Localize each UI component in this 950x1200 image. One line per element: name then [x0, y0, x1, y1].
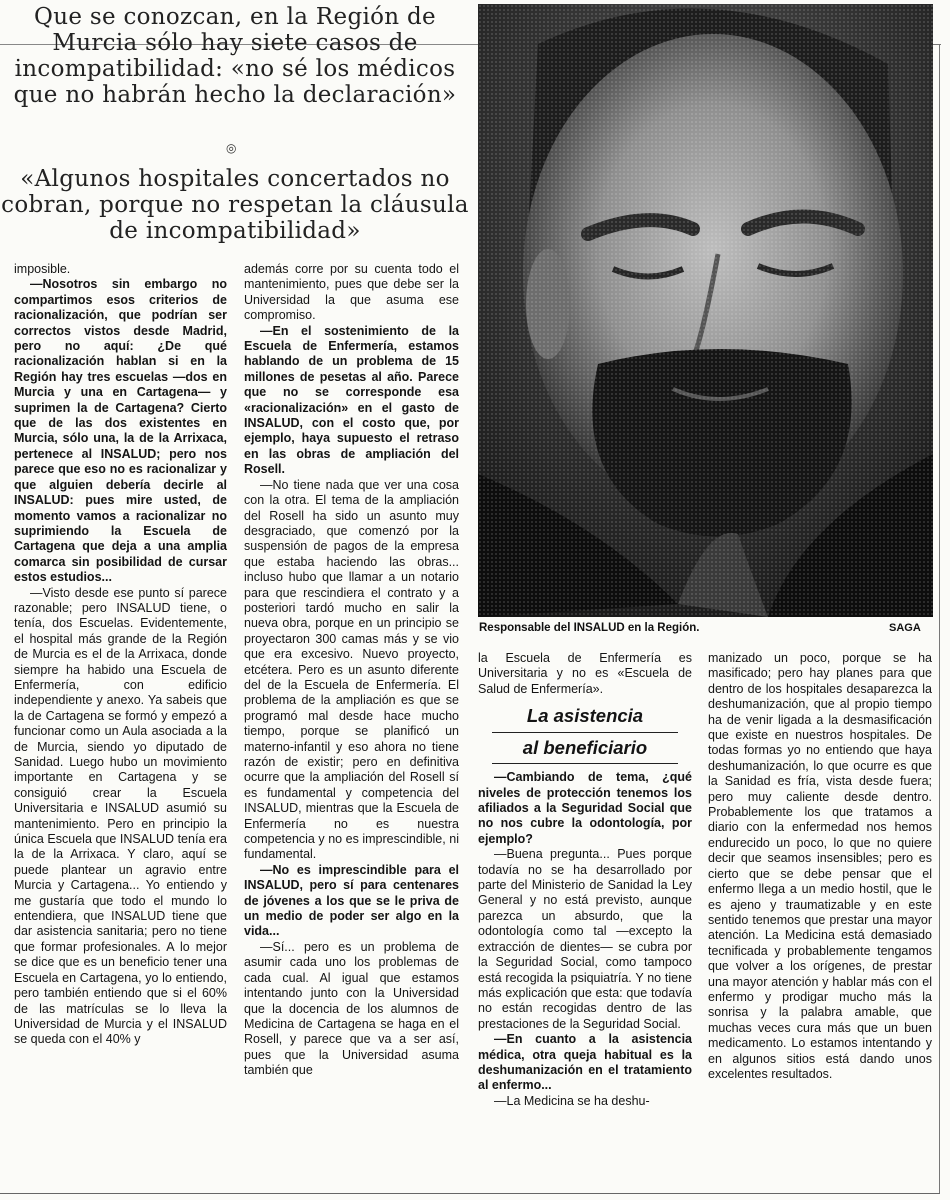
paragraph: —Sí... pero es un problema de asumir cada uno los problemas de cada cual. Al igual que estamos intentando junto con la Universidad que la docencia de los alumnos de Medicina de Cartagena se haga en el Rosell, y parece que va a ser así, pues que la Universidad asuma también que — [244, 939, 459, 1078]
paragraph: —Visto desde ese punto sí parece razonable; pero INSALUD tiene, o tenía, dos Escuelas. Evidentemente, el hospital más grande de la Región de Murcia es el de la Arrixaca, donde siempre ha habido una Escuela de Enfermería, con edificio independiente y anexo. Ya sabeis que la de Cartagena se formó y empezó a funcionar como un Aula asociada a la de Murcia, siendo yo diputado de Sanidad. Luego hubo un movimiento importante en Cartagena y se consiguió crear la Escuela Universitaria e INSALUD asumió su mantenimiento. Pero en principio la única Escuela que INSALUD tenía era la de la Arrixaca. Y claro, aquí se puede plantear un agravio entre Murcia y Cartagena... Yo entiendo y me gustaría que todo el mundo lo entendiera, que INSALUD tiene que dar asistencia sanitaria; pero no tiene que formar profesionales. A lo mejor se dice que es un beneficio tener una Escuela en Cartagena, yo lo entiendo, pero también entiendo que si el 60% de las matrículas se lo lleva la Universidad de Murcia y el INSALUD se queda con el 40% y — [14, 585, 227, 1047]
paragraph: —Buena pregunta... Pues porque todavía no se ha desarrollado por parte del Ministerio de Sanidad la Ley General y no está previsto, aunque parezca un absurdo, que la odontología como tal —excepto la extracción de dientes— se cubra por la Seguridad Social, como tampoco está recogida la psiquiatría. Y no tiene más explicación que esta: que todavía no están recogidas dentro de las prestaciones de la Seguridad Social. — [478, 847, 692, 1031]
headline-2: «Algunos hospitales concertados no cobran, porque no respetan la cláusula de incompatibilidad» — [1, 166, 469, 244]
headline-separator-mark: ◎ — [226, 141, 237, 155]
portrait-photo — [478, 4, 933, 617]
paragraph: —No es imprescindible para el INSALUD, pero sí para centenares de jóvenes a los que se le priva de un medio de poder ser algo en la vida... — [244, 862, 459, 939]
subheading-line-2: al beneficiario — [522, 737, 648, 759]
headline-1: Que se conozcan, en la Región de Murcia sólo hay siete casos de incompatibilidad: «no sé los médicos que no habrán hecho la declaración» — [13, 4, 457, 108]
paragraph: —No tiene nada que ver una cosa con la otra. El tema de la ampliación del Rosell ha sido un asunto muy desgraciado, que comenzó por la suspensión de pagos de la empresa que estaba haciendo las obras... incluso hubo que llamar a un notario para que rescindiera el contrato y a posteriori tardó mucho en salir la nueva obra, porque en un principio se proyectaron 300 camas más y se vio que era excesivo. Nuevo proyecto, etcétera. Pero es un asunto diferente del de la Escuela de Enfermería. El problema de la ampliación es que se programó mal desde hace mucho tiempo, porque se planificó un materno-infantil y eso ahora no tiene razón de existir; pero en definitiva ocurre que la ampliación del Rosell sí es fundamental y competencia del INSALUD, mientras que la Escuela de Enfermería no es nuestra competencia y no es imprescindible, ni fundamental. — [244, 477, 459, 862]
paragraph: imposible. — [14, 262, 71, 276]
paragraph: —En cuanto a la asistencia médica, otra queja habitual es la deshumanización en el tratamiento al enfermo... — [478, 1032, 692, 1093]
top-right-rule — [933, 44, 941, 45]
article-column-4 — [708, 651, 932, 1082]
paragraph: —Nosotros sin embargo no compartimos esos criterios de racionalización, que podrían ser correctos vistos desde Madrid, pero no aquí: ¿De qué racionalización hablan si en la Región hay tres escuelas —dos en Murcia y una en Cartagena— y suprimen la de Cartagena? Cierto que de las dos existentes en Murcia, sólo una, la de la Arrixaca, pertenece al INSALUD; pero nos parece que eso no es racionalizar y que alguien debería decirle al INSALUD: pues mire usted, de momento vamos a racionalizar no suprimiendo la Escuela de Cartagena que deja a una amplia comarca sin posibilidad de cursar estos estudios... — [14, 277, 227, 585]
photo-caption: Responsable del INSALUD en la Región. — [479, 622, 700, 634]
photo-credit: SAGA — [889, 622, 921, 634]
subheading-divider — [492, 732, 678, 733]
subheading-divider — [492, 763, 678, 764]
paragraph: además corre por su cuenta todo el mantenimiento, pues que debe ser la Universidad la que asuma ese compromiso. — [244, 262, 459, 323]
article-column-1 — [14, 262, 227, 1048]
paragraph: —La Medicina se ha deshu- — [494, 1093, 650, 1108]
paragraph: la Escuela de Enfermería es Universitaria y no es «Escuela de Salud de Enfermería». — [478, 651, 692, 696]
paragraph: manizado un poco, porque se ha masificado; pero hay planes para que dentro de los hospitales desaparezca la deshumanización, que al propio tiempo ha de venir ligada a la desmasificación que existe en nuestros hospitales. De todas formas yo no entiendo que haya deshumanización, lo que ocurre es que la Sanidad es fría, vista desde fuera; pero muy caliente desde dentro. Probablemente los que tratamos a diario con la enfermedad nos hemos endurecido un poco, lo que no quiere decir que seamos insensibles; pero es cierto que se debe pensar que el enfermo llega a un medio hostil, que le es ajeno y traumatizable y en este sentido tenemos que prestar una mayor atención. La Medicina está demasiado tecnificada y probablemente tengamos que volver a los orígenes, de prestar una mayor atención y hablar más con el enfermo y prodigar mucho más la sonrisa y la palabra amable, que muchas veces cura más que un buen medicamento. Lo estamos intentando y en algunos sitios está dando unos excelentes resultados. — [708, 651, 932, 1081]
paragraph: —Cambiando de tema, ¿qué niveles de protección tenemos los afiliados a la Seguridad Social que no nos cubre la odontología, por ejemplo? — [478, 770, 692, 846]
subheading-line-1: La asistencia — [526, 705, 644, 727]
article-column-2 — [244, 262, 459, 1079]
right-frame-rule — [939, 44, 940, 1194]
paragraph: —En el sostenimiento de la Escuela de Enfermería, estamos hablando de un problema de 15 millones de pesetas al año. Parece que no se corresponde esa «racionalización» en el gasto de INSALUD, con el costo que, por ejemplo, haya supuesto el retraso en las obras de ampliación del Rosell. — [244, 323, 459, 477]
bottom-rule — [0, 1193, 940, 1194]
article-column-3 — [478, 651, 692, 1109]
